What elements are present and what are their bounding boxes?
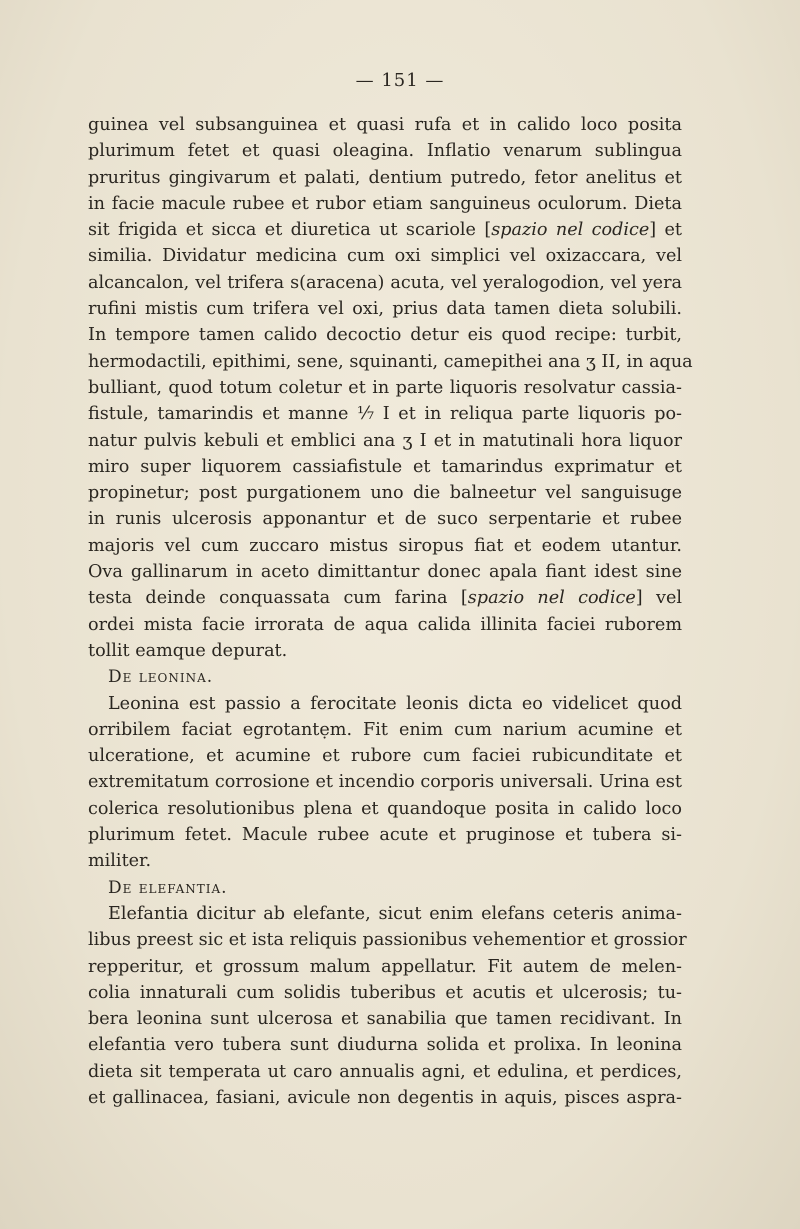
text-line: repperitur, et grossum malum appellatur. Fit autem de melen- [88,956,682,977]
text-line: orribilem faciat egrotantẹm. Fit enim cum narium acumine et [88,719,682,740]
text-line: dieta sit temperata ut caro annualis agni, et edulina, et perdices, [88,1061,682,1082]
text-line: In tempore tamen calido decoctio detur eis quod recipe: turbit, [88,325,682,346]
text-line: bulliant, quod totum coletur et in parte liquoris resolvatur cassia- [88,377,682,398]
text-line: extremitatum corrosione et incendio corporis universali. Urina est [88,772,682,793]
text-line: majoris vel cum zuccaro mistus siropus fiat et eodem utantur. [88,535,682,556]
text-line: rufini mistis cum trifera vel oxi, prius data tamen dieta solubili. [88,299,682,320]
editorial-note: spazio nel codice [467,588,636,609]
text-line: elefantia vero tubera sunt diudurna solida et prolixa. In leonina [88,1035,682,1056]
text-line: bera leonina sunt ulcerosa et sanabilia que tamen recidivant. In [88,1009,682,1030]
page-number: — 151 — [355,70,445,91]
text-line: Elefantia dicitur ab elefante, sicut enim elefans ceteris anima- [108,903,682,924]
text-line: natur pulvis kebuli et emblici ana ʒ I et in matutinali hora liquor [88,430,682,451]
section-heading-leonina [88,664,682,690]
text-line: testa deinde conquassata cum farina [spazio nel codice] vel [88,588,682,609]
text-line: hermodactili, epithimi, sene, squinanti, camepithei ana ʒ II, in aqua [88,351,693,372]
text-line: in facie macule rubee et rubor etiam sanguineus oculorum. Dieta [88,193,682,214]
text-line: alcancalon, vel trifera s(aracena) acuta, vel yeralogodion, vel yera [88,272,682,293]
text-line: sit frigida et sicca et diuretica ut scariole [spazio nel codice] et [88,220,682,241]
text-line: et gallinacea, fasiani, avicule non degentis in aquis, pisces aspra- [88,1087,682,1108]
section-heading-elefantia [88,875,682,901]
heading-text: De leonina. [108,667,214,688]
text-line: plurimum fetet. Macule rubee acute et pruginose et tubera si- [88,825,682,846]
text-line: miro super liquorem cassiafistule et tamarindus exprimatur et [88,456,682,477]
body-text [88,112,693,1111]
text-line: propinetur; post purgationem uno die balneetur vel sanguisuge [88,483,682,504]
text-line: plurimum fetet et quasi oleagina. Inflatio venarum sublingua [88,141,682,162]
text-line: in runis ulcerosis apponantur et de suco serpentarie et rubee [88,509,682,530]
text-line: fistule, tamarindis et manne ⅟₇ I et in reliqua parte liquoris po- [88,404,682,425]
text-line: libus preest sic et ista reliquis passionibus vehementior et grossior [88,930,687,951]
text-line: pruritus gingivarum et palati, dentium putredo, fetor anelitus et [88,167,682,188]
text-line: ordei mista facie irrorata de aqua calida illinita faciei ruborem [88,614,682,635]
text-line: Leonina est passio a ferocitate leonis dicta eo videlicet quod [108,693,682,714]
text-line: colerica resolutionibus plena et quandoque posita in calido loco [88,798,682,819]
text-line: ulceratione, et acumine et rubore cum faciei rubicunditate et [88,746,682,767]
text-line: colia innaturali cum solidis tuberibus et acutis et ulcerosis; tu- [88,982,682,1003]
text-line: tollit eamque depurat. [88,640,288,661]
editorial-note: spazio nel codice [491,220,650,241]
text-line: Ova gallinarum in aceto dimittantur donec apala fiant idest sine [88,562,682,583]
text-line: militer. [88,851,152,872]
text-line: similia. Dividatur medicina cum oxi simplici vel oxizaccara, vel [88,246,682,267]
text-line: guinea vel subsanguinea et quasi rufa et in calido loco posita [88,115,682,135]
heading-text: De elefantia. [108,877,228,898]
